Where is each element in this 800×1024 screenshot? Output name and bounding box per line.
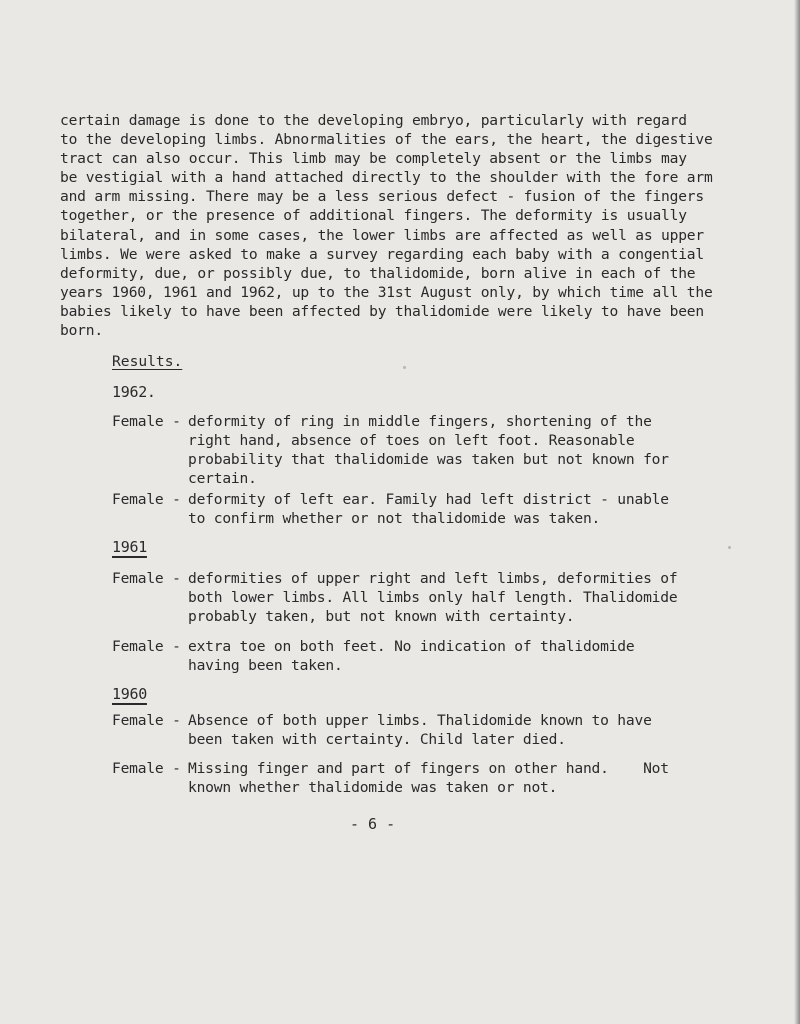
scan-speck bbox=[728, 546, 731, 549]
entry-sex-label: Female - bbox=[112, 638, 181, 655]
entry-description: deformity of left ear. Family had left district - unable to confirm whether or not thalidomide was taken. bbox=[188, 491, 669, 528]
page-number: - 6 - bbox=[350, 815, 396, 833]
entry-sex-label: Female - bbox=[112, 570, 181, 587]
scan-speck bbox=[403, 366, 406, 369]
year-heading-1961: 1961 bbox=[112, 538, 147, 556]
entry-description: deformity of ring in middle fingers, shortening of the right hand, absence of toes on left foot. Reasonable probability that thalidomide was taken but not known for certain. bbox=[188, 413, 669, 488]
entry-description: deformities of upper right and left limbs, deformities of both lower limbs. All limbs only half length. Thalidomide probably taken, but not known with certainty. bbox=[188, 570, 678, 626]
entry-sex-label: Female - bbox=[112, 760, 181, 777]
entry-description: Absence of both upper limbs. Thalidomide known to have been taken with certainty. Child later died. bbox=[188, 712, 652, 749]
intro-paragraph: certain damage is done to the developing embryo, particularly with regard to the developing limbs. Abnormalities of the ears, the heart, the digestive tract can also occur. This limb may be completely absent or the limbs may be vestigial with a hand attached directly to the shoulder with the fore arm and arm missing. There may be a less serious defect - fusion of the fingers together, or the presence of additional fingers. The deformity is usually bilateral, and in some cases, the lower limbs are affected as well as upper limbs. We were asked to make a survey regarding each baby with a congential deformity, due, or possibly due, to thalidomide, born alive in each of the years 1960, 1961 and 1962, up to the 31st August only, by which time all the babies likely to have been affected by thalidomide were likely to have been born. bbox=[60, 112, 713, 340]
entry-sex-label: Female - bbox=[112, 712, 181, 729]
entry-sex-label: Female - bbox=[112, 413, 181, 430]
results-heading: Results. bbox=[112, 353, 183, 370]
entry-sex-label: Female - bbox=[112, 491, 181, 508]
entry-description: extra toe on both feet. No indication of thalidomide having been taken. bbox=[188, 638, 635, 675]
year-heading-1962: 1962. bbox=[112, 383, 156, 401]
year-heading-1960: 1960 bbox=[112, 685, 147, 703]
entry-description: Missing finger and part of fingers on other hand. Not known whether thalidomide was taken or not. bbox=[188, 760, 669, 797]
